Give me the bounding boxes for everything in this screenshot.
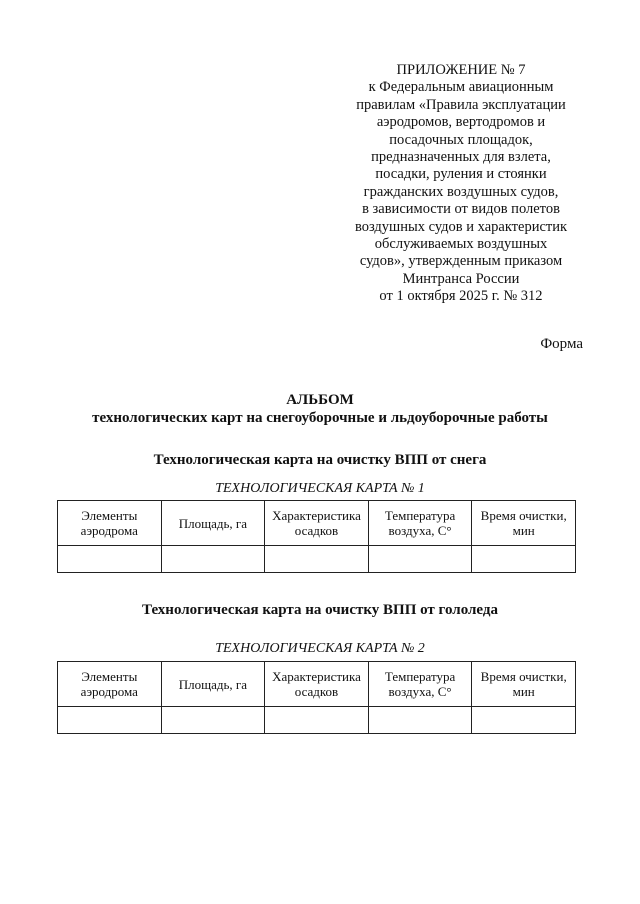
appendix-block	[330, 62, 592, 306]
appendix-line: воздушных судов и характеристик	[354, 218, 568, 235]
header-cell	[58, 662, 162, 707]
header-line: Характеристика	[272, 508, 361, 523]
header-cell	[265, 662, 369, 707]
table-cell	[161, 707, 265, 734]
appendix-line: предназначенных для взлета,	[371, 149, 551, 166]
appendix-line: в зависимости от видов полетов	[362, 201, 560, 218]
appendix-line: посадочных площадок,	[389, 131, 533, 148]
appendix-line: аэродромов, вертодромов и	[376, 114, 546, 131]
appendix-line: обслуживаемых воздушных	[374, 236, 548, 253]
header-cell	[368, 501, 472, 546]
table-header-row	[58, 501, 576, 546]
appendix-line: гражданских воздушных судов,	[363, 183, 559, 200]
appendix-line: Минтранса России	[402, 270, 520, 287]
header-line: Характеристика	[272, 669, 361, 684]
form-label: Форма	[540, 336, 583, 352]
header-cell	[58, 501, 162, 546]
header-line: аэродрома	[80, 523, 138, 538]
table-cell	[368, 707, 472, 734]
header-line: Элементы	[81, 669, 138, 684]
appendix-line: от 1 октября 2025 г. № 312	[379, 288, 543, 305]
header-line: Время очистки,	[480, 508, 567, 523]
card-number: ТЕХНОЛОГИЧЕСКАЯ КАРТА № 2	[215, 641, 425, 656]
card-heading: Технологическая карта на очистку ВПП от гололеда	[142, 602, 498, 618]
header-line: аэродрома	[80, 684, 138, 699]
table-cell	[368, 546, 472, 573]
appendix-line: к Федеральным авиационным	[368, 79, 554, 96]
header-cell	[472, 501, 576, 546]
appendix-line: правилам «Правила эксплуатации	[356, 96, 566, 113]
card-number: ТЕХНОЛОГИЧЕСКАЯ КАРТА № 1	[215, 481, 425, 496]
table-header-row	[58, 662, 576, 707]
table-row	[58, 546, 576, 573]
header-line: Элементы	[81, 508, 138, 523]
header-line: Площадь, га	[178, 676, 248, 692]
table-cell	[161, 546, 265, 573]
album-title: АЛЬБОМ	[286, 392, 354, 408]
header-cell	[161, 662, 265, 707]
appendix-line: ПРИЛОЖЕНИЕ № 7	[396, 62, 526, 78]
header-cell	[265, 501, 369, 546]
header-cell	[161, 501, 265, 546]
header-line: Время очистки,	[480, 669, 567, 684]
table-cell	[58, 707, 162, 734]
header-line: мин	[512, 523, 535, 538]
header-line: осадков	[294, 684, 339, 699]
table-cell	[58, 546, 162, 573]
header-line: Температура	[384, 669, 456, 684]
tech-card-table	[57, 661, 576, 734]
header-cell	[368, 662, 472, 707]
header-line: воздуха, С°	[388, 684, 452, 699]
header-cell	[472, 662, 576, 707]
header-line: Площадь, га	[178, 515, 248, 531]
table-cell	[265, 707, 369, 734]
album-subtitle: технологических карт на снегоуборочные и льдоуборочные работы	[92, 410, 548, 426]
table-cell	[472, 546, 576, 573]
header-line: воздуха, С°	[388, 523, 452, 538]
card-heading: Технологическая карта на очистку ВПП от снега	[153, 452, 487, 468]
appendix-line: посадки, руления и стоянки	[375, 166, 547, 183]
table-cell	[265, 546, 369, 573]
tech-card-table	[57, 500, 576, 573]
table-cell	[472, 707, 576, 734]
appendix-line: судов», утвержденным приказом	[359, 253, 563, 270]
header-line: осадков	[294, 523, 339, 538]
header-line: мин	[512, 684, 535, 699]
table-row	[58, 707, 576, 734]
header-line: Температура	[384, 508, 456, 523]
